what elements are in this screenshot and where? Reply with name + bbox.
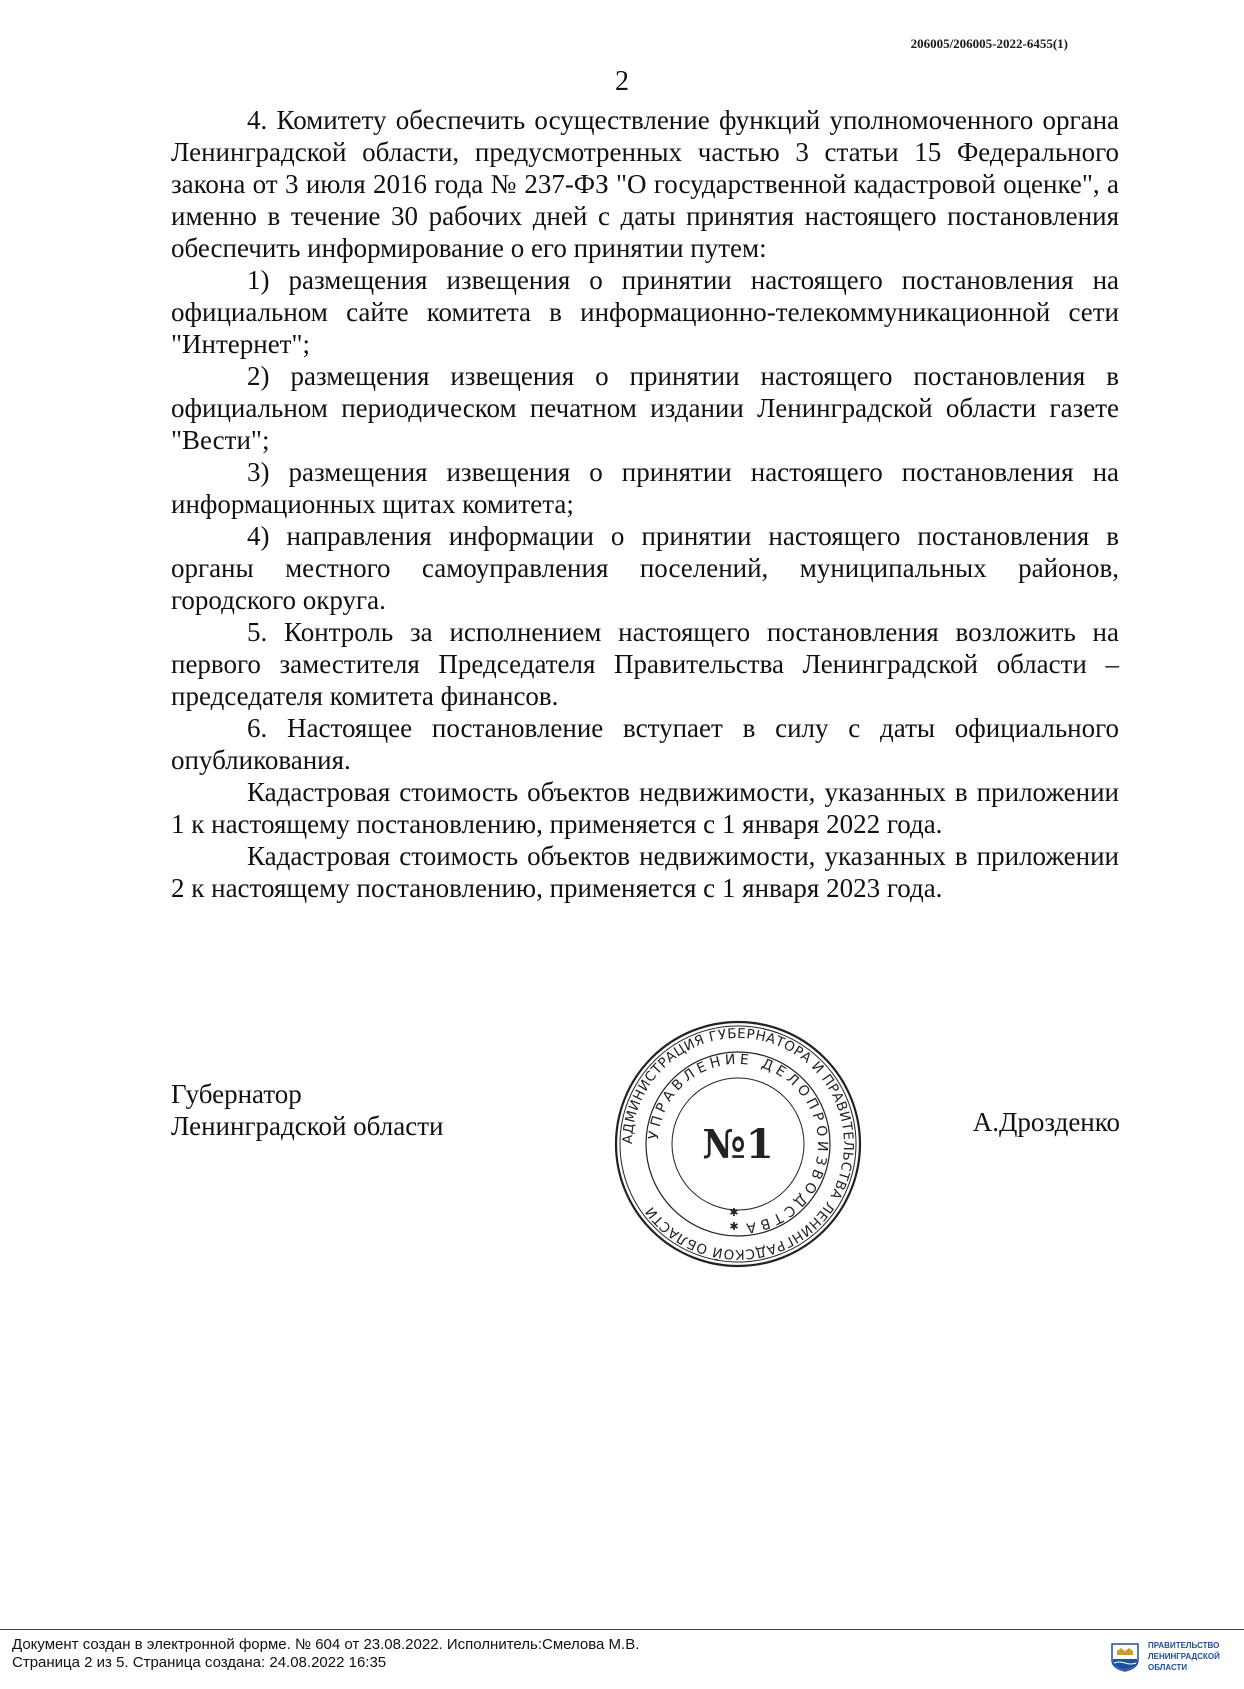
coat-of-arms-icon (1110, 1642, 1140, 1672)
paragraph-item-5: 5. Контроль за исполнением настоящего постановления возложить на первого заместителя Председателя Правительства Ленинградской области – председателя комитета финансов. (171, 617, 1119, 711)
footer-info (12, 1636, 639, 1672)
footer-line-1: Документ создан в электронной форме. № 604 от 23.08.2022. Исполнитель:Смелова М.В. (12, 1636, 640, 1653)
document-id: 206005/206005-2022-6455(1) (910, 36, 1068, 51)
cadastral-value-note-2: Кадастровая стоимость объектов недвижимости, указанных в приложении 2 к настоящему постановлению, применяется с 1 января 2023 года. (171, 841, 1119, 903)
logo-caption-line2: ЛЕНИНГРАДСКОЙ (1148, 1652, 1220, 1661)
document-body (171, 104, 1119, 904)
paragraph-item-6: 6. Настоящее постановление вступает в силу с даты официального опубликования. (171, 713, 1119, 775)
signatory-title-line1: Губернатор (171, 1079, 302, 1109)
stamp-asterisk-icon-2: ✱ (729, 1220, 739, 1233)
footer-divider (0, 1629, 1244, 1630)
cadastral-value-note-1: Кадастровая стоимость объектов недвижимости, указанных в приложении 1 к настоящему постановлению, применяется с 1 января 2022 года. (171, 777, 1119, 839)
stamp-outer-text: АДМИНИСТРАЦИЯ ГУБЕРНАТОРА И ПРАВИТЕЛЬСТВА ЛЕНИНГРАДСКОЙ ОБЛАСТИ (619, 1025, 857, 1263)
stamp-center-number: №1 (702, 1121, 774, 1168)
signatory-title-line2: Ленинградской области (171, 1111, 444, 1141)
stamp-inner-text: УПРАВЛЕНИЕ ДЕЛОПРОИЗВОДСТВА (645, 1051, 831, 1237)
signatory-title (171, 1078, 443, 1142)
official-stamp (612, 1018, 864, 1270)
logo-caption-line1: ПРАВИТЕЛЬСТВО (1148, 1641, 1220, 1650)
footer-line-2: Страница 2 из 5. Страница создана: 24.08.2022 16:35 (12, 1654, 387, 1671)
subitem-3: 3) размещения извещения о принятии настоящего постановления на информационных щитах комитета; (171, 457, 1119, 519)
government-logo (1110, 1638, 1230, 1678)
stamp-asterisk-icon: ✱ (729, 1206, 739, 1219)
page-number: 2 (615, 66, 629, 97)
subitem-2: 2) размещения извещения о принятии настоящего постановления в официальном периодическом печатном издании Ленинградской области газете "Вести"; (171, 361, 1119, 455)
logo-caption (1148, 1640, 1220, 1673)
subitem-4: 4) направления информации о принятии настоящего постановления в органы местного самоуправления поселений, муниципальных районов, городского округа. (171, 521, 1119, 615)
paragraph-item-4: 4. Комитету обеспечить осуществление функций уполномоченного органа Ленинградской области, предусмотренных частью 3 статьи 15 Федерального закона от 3 июля 2016 года № 237-ФЗ "О государственной кадастровой оценке", а именно в течение 30 рабочих дней с даты принятия настоящего постановления обеспечить информирование о его принятии путем: (171, 105, 1119, 263)
subitem-1: 1) размещения извещения о принятии настоящего постановления на официальном сайте комитета в информационно-телекоммуникационной сети "Интернет"; (171, 265, 1119, 359)
signatory-name: А.Дрозденко (972, 1107, 1120, 1137)
logo-caption-line3: ОБЛАСТИ (1148, 1663, 1188, 1672)
